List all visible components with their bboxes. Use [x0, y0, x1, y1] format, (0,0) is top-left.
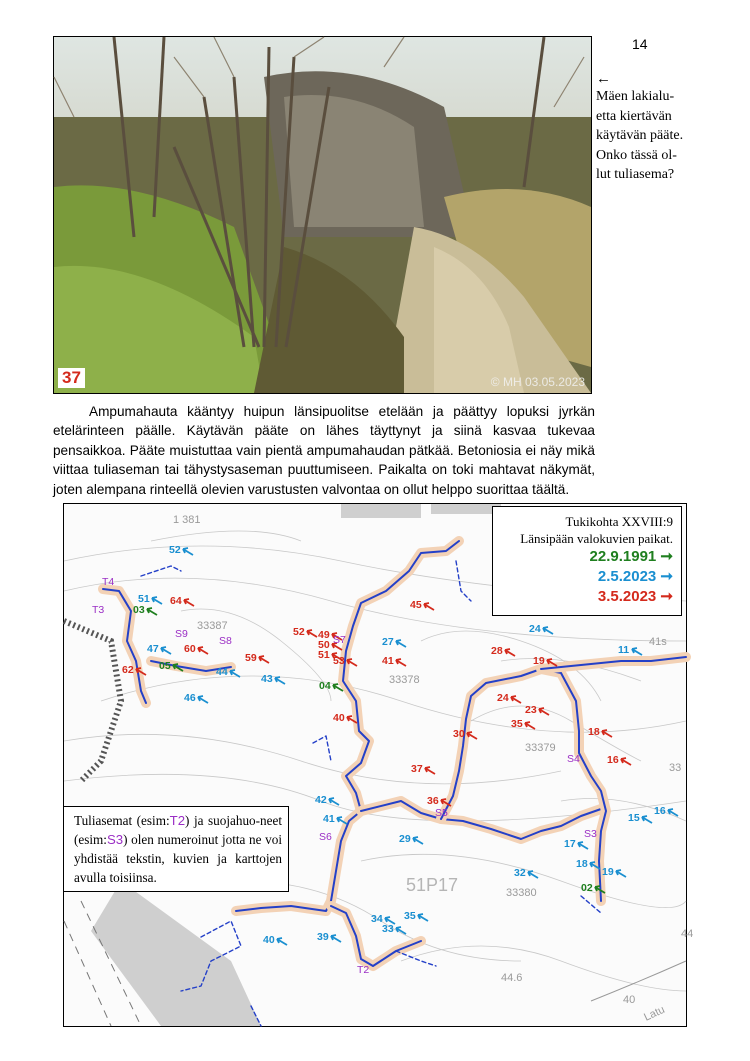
- photo-location-label: 18: [576, 858, 588, 870]
- map-base-label: 1 381: [173, 514, 201, 526]
- map-base-label: 40: [623, 994, 636, 1006]
- photo-location-label: 44: [216, 666, 228, 678]
- map-base-label: 33380: [506, 887, 537, 899]
- photo-direction-arrow-icon: [425, 767, 435, 774]
- caption-line: Mäen lakialu-: [596, 89, 675, 104]
- photo-direction-arrow-icon: [152, 597, 162, 604]
- photo-location-label: 16: [607, 754, 619, 766]
- photo-location-label: 28: [491, 645, 503, 657]
- photo-location-label: 37: [411, 763, 423, 775]
- photo-location-label: 59: [245, 652, 257, 664]
- photo-location-label: 04: [319, 680, 331, 692]
- photo-location-label: 60: [184, 643, 196, 655]
- photo-location-label: 19: [533, 655, 545, 667]
- photo-direction-arrow-icon: [198, 696, 208, 703]
- photo-location-label: 30: [453, 728, 465, 740]
- photo-location-label: 40: [263, 934, 275, 946]
- photo-direction-arrow-icon: [183, 548, 193, 555]
- photo-location-label: 36: [427, 795, 439, 807]
- map-base-label: 51P17: [406, 875, 459, 895]
- photo-direction-arrow-icon: [578, 842, 588, 849]
- photo-direction-arrow-icon: [329, 798, 339, 805]
- photo-location-label: 40: [333, 712, 345, 724]
- photo-direction-arrow-icon: [525, 722, 535, 729]
- photo-direction-arrow-icon: [543, 627, 553, 634]
- photo-direction-arrow-icon: [511, 696, 521, 703]
- collapsed-trench-line: [141, 566, 181, 576]
- photo-location-label: 52: [169, 544, 181, 556]
- collapsed-trench-line: [396, 951, 436, 966]
- photo-location-label: 29: [399, 833, 411, 845]
- photo-location-label: 45: [410, 599, 422, 611]
- map-base-label: Latu: [642, 1003, 667, 1024]
- photo-location-label: 46: [184, 692, 196, 704]
- photo-direction-arrow-icon: [259, 656, 269, 663]
- photo-location-label: 27: [382, 636, 394, 648]
- photo-direction-arrow-icon: [505, 649, 515, 656]
- photo-number-badge: 37: [58, 368, 85, 388]
- photo-direction-arrow-icon: [161, 647, 171, 654]
- caption-line: käytävän pääte.: [596, 128, 684, 143]
- legend-date-blue: 2.5.2023 ➞: [597, 568, 673, 585]
- legend-subtitle: Länsipään valokuvien paikat.: [520, 531, 673, 546]
- photo-location-label: 43: [261, 673, 273, 685]
- photo-credit: © MH 03.05.2023: [490, 375, 585, 389]
- photo-location-label: 35: [404, 910, 416, 922]
- photo-direction-arrow-icon: [621, 758, 631, 765]
- photo-direction-arrow-icon: [277, 938, 287, 945]
- photo-location-label: 39: [317, 931, 329, 943]
- map-note-t-example: T2: [169, 813, 186, 828]
- map-base-label: 33378: [389, 674, 420, 686]
- photo-image: [54, 37, 591, 393]
- photo-location-label: 05: [159, 660, 171, 672]
- legend-date-green: 22.9.1991 ➞: [589, 548, 673, 565]
- photo-location-label: 51: [318, 649, 330, 661]
- photo-location-label: 18: [588, 726, 600, 738]
- map-base-label: 33379: [525, 742, 556, 754]
- map-note-s-example: S3: [106, 832, 124, 847]
- photo-location-label: 24: [529, 623, 541, 635]
- page-number: 14: [632, 36, 648, 52]
- caption-line: lut tuliasema?: [596, 167, 675, 182]
- map-position-label: T3: [92, 604, 105, 616]
- photo-location-label: 24: [497, 692, 509, 704]
- photo-location-label: 02: [581, 882, 593, 894]
- map-note-box: [63, 806, 289, 892]
- photo-direction-arrow-icon: [184, 599, 194, 606]
- map-note-text: ) ja suojahuo-neet (esim:: [74, 813, 282, 847]
- photo-direction-arrow-icon: [331, 935, 341, 942]
- map-note-text: ) olen numeroinut jotta ne voi yhdistää tekstin, kuvien ja karttojen avulla toisiinsa.: [74, 832, 282, 885]
- map-base-label: 33387: [197, 620, 228, 632]
- photo-location-label: 34: [371, 913, 383, 925]
- photo-location-label: 17: [564, 838, 576, 850]
- map-position-label: T4: [102, 576, 115, 588]
- photo-direction-arrow-icon: [602, 730, 612, 737]
- arrow-left-icon: ←: [596, 71, 611, 87]
- paragraph-text: Ampumahauta kääntyy huipun länsipuolitse etelään ja päättyy lopuksi jyrkän etelärinteen päälle. Käytävän pääte on lähes täyttynyt ja siinä kasvaa tukevaa pensaikkoa. Pääte muistuttaa vain pientä ampumahaudan pätkää. Betoniosia ei näy mikä viittaa tuliaseman tai tähystysaseman puuttumiseen. Paikalta on toki mahtavat näkymät, joten alempana rinteellä olevien varustusten valvontaa on ollut helppo suorittaa täältä.: [53, 404, 595, 497]
- contour-line: [64, 734, 561, 784]
- map-position-label: S7: [333, 634, 346, 646]
- map-base-label: 44.6: [501, 972, 523, 984]
- map-position-label: T2: [357, 964, 370, 976]
- map-note-text: Tuliasemat (esim:: [74, 813, 170, 828]
- photo-location-label: 64: [170, 595, 182, 607]
- photo-direction-arrow-icon: [147, 608, 157, 615]
- legend-date-red: 3.5.2023 ➞: [597, 588, 673, 605]
- photo-location-label: 41: [382, 655, 394, 667]
- caption-line: etta kiertävän: [596, 108, 672, 124]
- body-paragraph: [53, 402, 595, 499]
- photo-location-label: 51: [138, 593, 150, 605]
- map-base-label: 33: [669, 762, 682, 774]
- photo-location-label: 50: [318, 639, 330, 651]
- photo-location-label: 42: [315, 794, 327, 806]
- photo-location-label: 33: [382, 923, 394, 935]
- map-base-label: 44: [681, 928, 694, 940]
- photo-direction-arrow-icon: [616, 870, 626, 877]
- photo-location-label: 41: [323, 813, 335, 825]
- photo-location-label: 16: [654, 805, 666, 817]
- photo-location-label: 03: [133, 604, 145, 616]
- photo-direction-arrow-icon: [424, 603, 434, 610]
- photo-location-label: 53: [333, 655, 345, 667]
- map-legend: [492, 506, 682, 616]
- contour-line: [151, 531, 301, 541]
- map-position-label: S6: [319, 831, 332, 843]
- caption-line: Onko tässä ol-: [596, 147, 677, 163]
- photo-caption: [596, 71, 746, 185]
- map-position-label: S9: [175, 628, 188, 640]
- collapsed-trench-line: [313, 736, 331, 761]
- photo-direction-arrow-icon: [642, 816, 652, 823]
- photo-trench-end: [53, 36, 592, 394]
- photo-location-label: 32: [514, 867, 526, 879]
- map-position-label: S8: [219, 635, 232, 647]
- photo-direction-arrow-icon: [275, 677, 285, 684]
- photo-direction-arrow-icon: [396, 640, 406, 647]
- trench-fill: [361, 801, 601, 839]
- photo-location-label: 62: [122, 664, 134, 676]
- map-position-label: S4: [567, 753, 580, 765]
- contour-line: [401, 946, 686, 991]
- map-position-label: S5: [435, 807, 448, 819]
- legend-title: Tukikohta XXVIII:9: [565, 514, 673, 529]
- map-position-label: S3: [584, 828, 597, 840]
- photo-location-label: 15: [628, 812, 640, 824]
- photo-direction-arrow-icon: [413, 837, 423, 844]
- photo-direction-arrow-icon: [307, 630, 317, 637]
- photo-location-label: 19: [602, 866, 614, 878]
- photo-direction-arrow-icon: [198, 647, 208, 654]
- photo-direction-arrow-icon: [418, 914, 428, 921]
- photo-location-label: 49: [318, 629, 330, 641]
- photo-direction-arrow-icon: [632, 648, 642, 655]
- photo-location-label: 11: [618, 644, 630, 656]
- photo-location-label: 47: [147, 643, 159, 655]
- photo-location-label: 35: [511, 718, 523, 730]
- contour-line: [471, 706, 641, 761]
- photo-location-label: 52: [293, 626, 305, 638]
- photo-direction-arrow-icon: [396, 659, 406, 666]
- map-base-label: 41s: [649, 636, 667, 648]
- photo-location-label: 23: [525, 704, 537, 716]
